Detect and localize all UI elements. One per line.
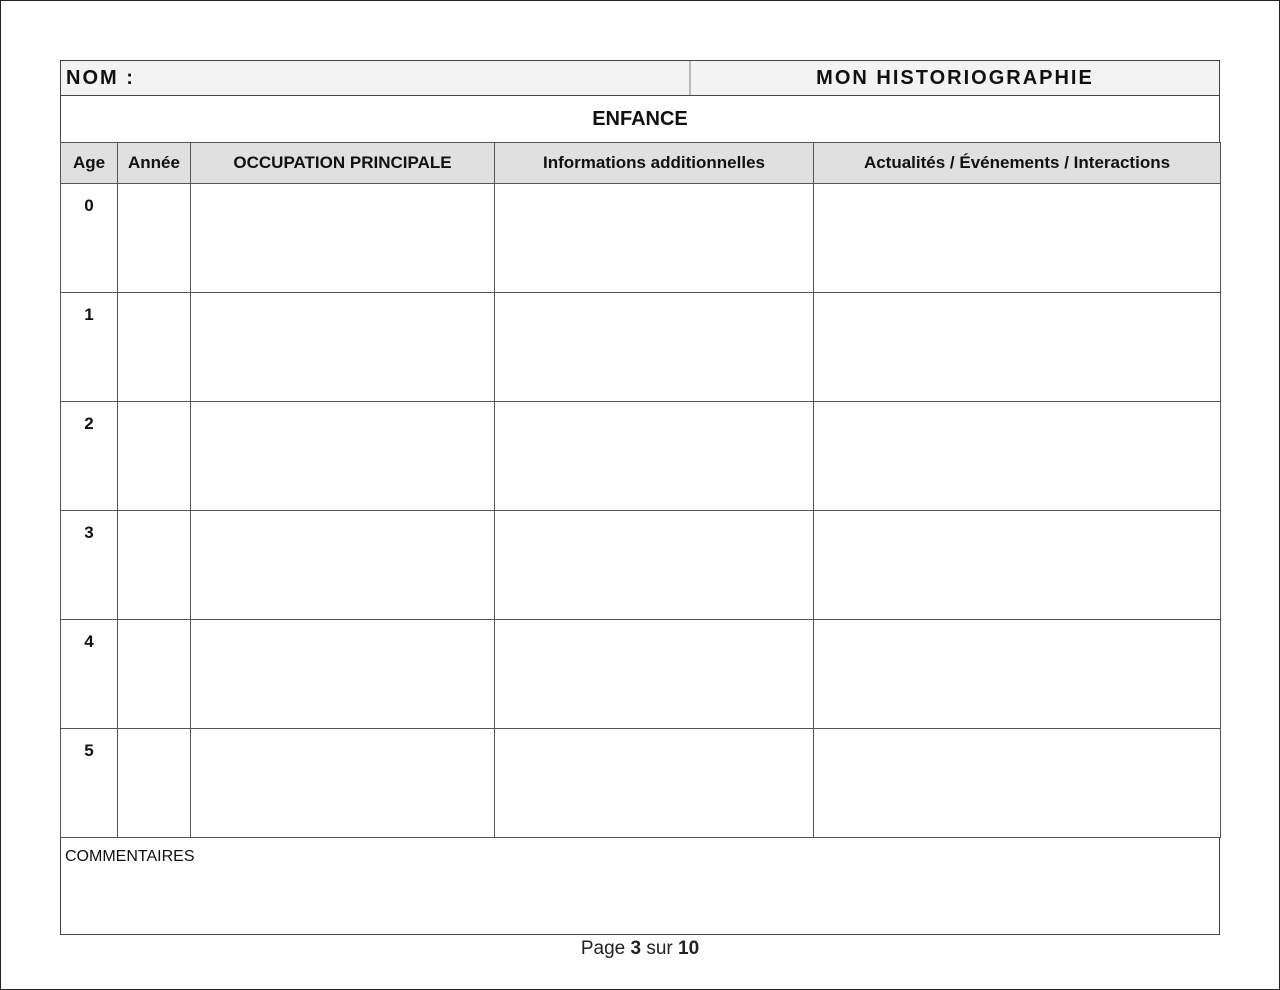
annee-cell[interactable] bbox=[118, 293, 191, 402]
form-title: MON HISTORIOGRAPHIE bbox=[816, 66, 1094, 89]
annee-cell[interactable] bbox=[118, 729, 191, 838]
occupation-cell[interactable] bbox=[191, 511, 495, 620]
actualites-cell[interactable] bbox=[814, 620, 1221, 729]
col-header-annee: Année bbox=[118, 143, 191, 184]
occupation-cell[interactable] bbox=[191, 620, 495, 729]
comments-label: COMMENTAIRES bbox=[65, 848, 195, 865]
occupation-cell[interactable] bbox=[191, 729, 495, 838]
occupation-cell[interactable] bbox=[191, 402, 495, 511]
actualites-cell[interactable] bbox=[814, 184, 1221, 293]
col-header-informations: Informations additionnelles bbox=[495, 143, 814, 184]
annee-cell[interactable] bbox=[118, 402, 191, 511]
total-pages-number: 10 bbox=[678, 938, 700, 959]
informations-cell[interactable] bbox=[495, 293, 814, 402]
current-page-number: 3 bbox=[630, 938, 642, 959]
informations-cell[interactable] bbox=[495, 402, 814, 511]
table-row bbox=[61, 620, 1221, 729]
annee-cell[interactable] bbox=[118, 620, 191, 729]
name-label: NOM : bbox=[66, 66, 135, 89]
table-row bbox=[61, 729, 1221, 838]
age-cell: 1 bbox=[61, 293, 118, 402]
history-table bbox=[60, 142, 1221, 838]
annee-cell[interactable] bbox=[118, 184, 191, 293]
annee-cell[interactable] bbox=[118, 511, 191, 620]
page-word: Page bbox=[580, 938, 626, 959]
actualites-cell[interactable] bbox=[814, 293, 1221, 402]
actualites-cell[interactable] bbox=[814, 729, 1221, 838]
col-header-age: Age bbox=[61, 143, 118, 184]
actualites-cell[interactable] bbox=[814, 402, 1221, 511]
table-header-row bbox=[61, 143, 1221, 184]
informations-cell[interactable] bbox=[495, 511, 814, 620]
sur-word: sur bbox=[646, 938, 673, 959]
age-cell: 2 bbox=[61, 402, 118, 511]
age-cell: 4 bbox=[61, 620, 118, 729]
section-title: ENFANCE bbox=[60, 96, 1220, 142]
table-row bbox=[61, 293, 1221, 402]
table-row bbox=[61, 511, 1221, 620]
comments-box[interactable] bbox=[60, 838, 1220, 935]
age-cell: 3 bbox=[61, 511, 118, 620]
form-header bbox=[60, 60, 1220, 96]
occupation-cell[interactable] bbox=[191, 184, 495, 293]
history-form bbox=[60, 60, 1220, 935]
informations-cell[interactable] bbox=[495, 620, 814, 729]
age-cell: 5 bbox=[61, 729, 118, 838]
actualites-cell[interactable] bbox=[814, 511, 1221, 620]
table-row bbox=[61, 402, 1221, 511]
age-cell: 0 bbox=[61, 184, 118, 293]
occupation-cell[interactable] bbox=[191, 293, 495, 402]
col-header-actualites: Actualités / Événements / Interactions bbox=[814, 143, 1221, 184]
informations-cell[interactable] bbox=[495, 729, 814, 838]
col-header-occupation: OCCUPATION PRINCIPALE bbox=[191, 143, 495, 184]
page-footer bbox=[0, 938, 1280, 960]
informations-cell[interactable] bbox=[495, 184, 814, 293]
name-field[interactable] bbox=[61, 61, 691, 95]
table-row bbox=[61, 184, 1221, 293]
